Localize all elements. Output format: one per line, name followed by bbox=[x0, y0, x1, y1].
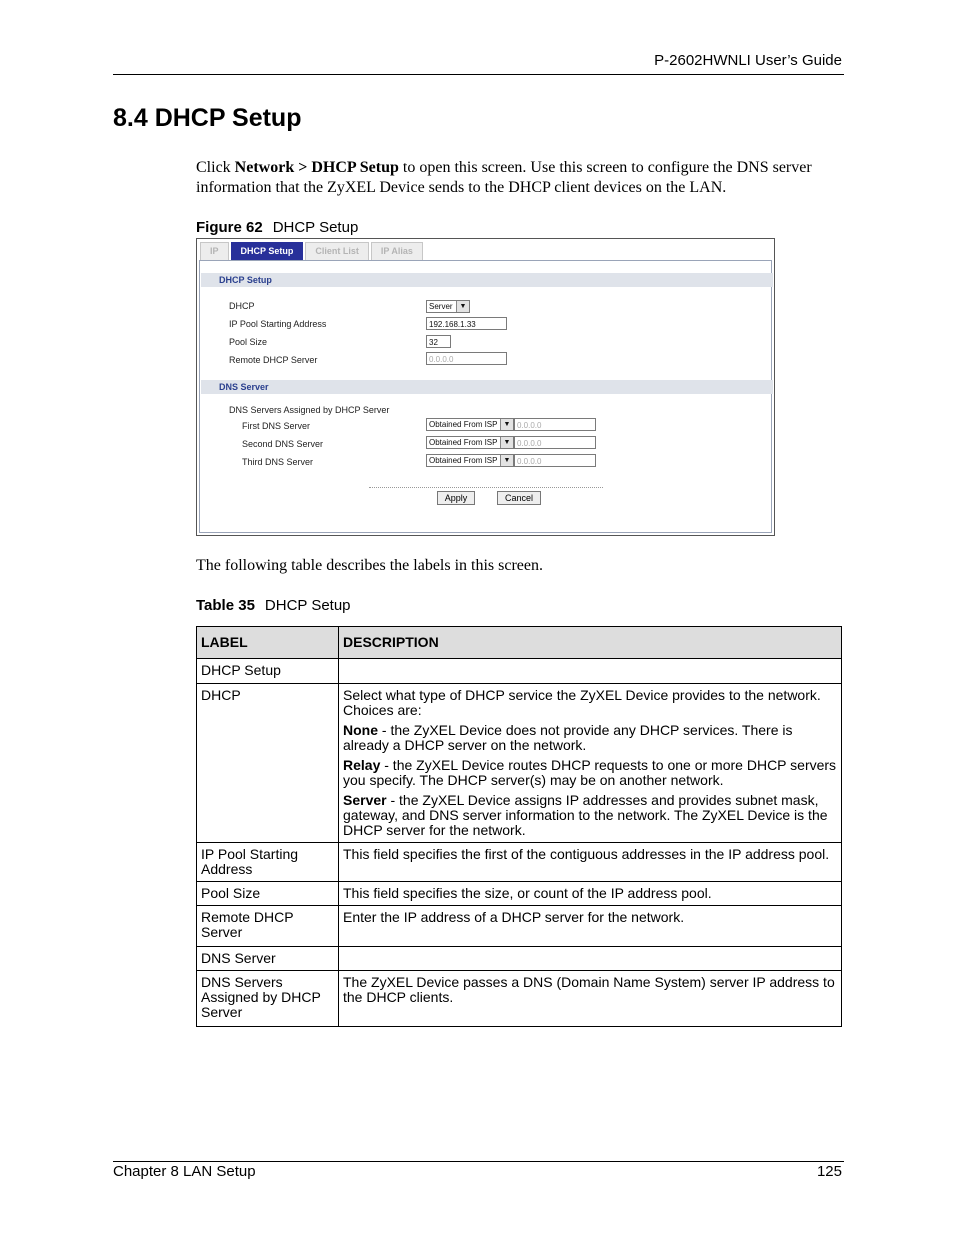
table-header-row bbox=[197, 627, 842, 659]
form-panel bbox=[199, 260, 772, 533]
term-none: None bbox=[343, 722, 378, 738]
section-title: 8.4 DHCP Setup bbox=[113, 104, 302, 132]
remote-dhcp-label: Remote DHCP Server bbox=[229, 355, 318, 365]
row-description: Enter the IP address of a DHCP server for the network. bbox=[339, 906, 842, 947]
description-table bbox=[196, 626, 842, 1027]
dhcp-section-bar: DHCP Setup bbox=[201, 273, 773, 287]
row-description bbox=[339, 659, 842, 684]
intro-paragraph bbox=[196, 158, 836, 198]
desc-paragraph bbox=[343, 723, 837, 753]
figure-caption bbox=[196, 219, 358, 236]
tab-client-list[interactable]: Client List bbox=[305, 242, 369, 261]
row-label: DNS Server bbox=[197, 947, 339, 971]
tab-bar bbox=[200, 242, 425, 260]
intro-text-1: Click bbox=[196, 159, 235, 176]
term-relay: Relay bbox=[343, 757, 381, 773]
header-rule bbox=[113, 74, 844, 75]
term-server-text: - the ZyXEL Device assigns IP addresses and provides subnet mask, gateway, and DNS server information to the network. The ZyXEL Device is the DHCP server for the network. bbox=[343, 792, 828, 838]
tab-ip-alias[interactable]: IP Alias bbox=[371, 242, 423, 261]
third-dns-mode-value: Obtained From ISP bbox=[429, 456, 498, 465]
table-row bbox=[197, 971, 842, 1027]
dhcp-label: DHCP bbox=[229, 301, 255, 311]
row-description bbox=[339, 947, 842, 971]
dhcp-select[interactable] bbox=[426, 300, 470, 313]
row-label: IP Pool Starting Address bbox=[197, 843, 339, 882]
row-description: This field specifies the size, or count of the IP address pool. bbox=[339, 882, 842, 906]
pool-start-label: IP Pool Starting Address bbox=[229, 319, 327, 329]
third-dns-mode-select[interactable] bbox=[426, 454, 514, 467]
intro-text-2: to open this screen. Use this screen to configure the DNS server information that the ZyXEL Device sends to the DHCP client devices on the LAN. bbox=[196, 159, 812, 196]
remote-dhcp-input[interactable]: 0.0.0.0 bbox=[426, 352, 507, 365]
row-label: Pool Size bbox=[197, 882, 339, 906]
chevron-down-icon: ▼ bbox=[500, 437, 513, 448]
table-row bbox=[197, 906, 842, 947]
pool-start-input[interactable]: 192.168.1.33 bbox=[426, 317, 507, 330]
term-server: Server bbox=[343, 792, 387, 808]
chevron-down-icon: ▼ bbox=[456, 301, 469, 312]
dns-assigned-label: DNS Servers Assigned by DHCP Server bbox=[229, 405, 390, 415]
third-dns-label: Third DNS Server bbox=[242, 457, 314, 467]
second-dns-mode-value: Obtained From ISP bbox=[429, 438, 498, 447]
second-dns-label: Second DNS Server bbox=[242, 439, 324, 449]
dns-section-bar: DNS Server bbox=[201, 380, 773, 394]
intro-menu-path: Network > DHCP Setup bbox=[234, 159, 399, 176]
header-label: LABEL bbox=[197, 627, 339, 659]
table-row bbox=[197, 684, 842, 843]
figure-label: Figure 62 bbox=[196, 219, 263, 236]
footer-rule bbox=[113, 1161, 844, 1162]
footer-chapter: Chapter 8 LAN Setup bbox=[113, 1163, 256, 1180]
table-intro-paragraph: The following table describes the labels in this screen. bbox=[196, 557, 544, 574]
chevron-down-icon: ▼ bbox=[500, 419, 513, 430]
second-dns-ip-input[interactable]: 0.0.0.0 bbox=[514, 436, 596, 449]
first-dns-ip-input[interactable]: 0.0.0.0 bbox=[514, 418, 596, 431]
desc-paragraph bbox=[343, 793, 837, 838]
table-row bbox=[197, 843, 842, 882]
tab-ip[interactable]: IP bbox=[200, 242, 229, 261]
pool-size-input[interactable]: 32 bbox=[426, 335, 451, 348]
desc-paragraph: Select what type of DHCP service the ZyXEL Device provides to the network. Choices are: bbox=[343, 687, 821, 718]
table-label: Table 35 bbox=[196, 597, 255, 614]
second-dns-mode-select[interactable] bbox=[426, 436, 514, 449]
chevron-down-icon: ▼ bbox=[500, 455, 513, 466]
table-row bbox=[197, 947, 842, 971]
table-row bbox=[197, 882, 842, 906]
row-label: DHCP bbox=[197, 684, 339, 843]
apply-button[interactable]: Apply bbox=[437, 491, 475, 505]
first-dns-label: First DNS Server bbox=[242, 421, 311, 431]
table-title: DHCP Setup bbox=[264, 597, 351, 614]
desc-paragraph bbox=[343, 758, 837, 788]
dhcp-select-value: Server bbox=[429, 302, 453, 311]
row-description: This field specifies the first of the contiguous addresses in the IP address pool. bbox=[339, 843, 842, 882]
running-header: P-2602HWNLI User’s Guide bbox=[654, 52, 842, 69]
dhcp-setup-screenshot bbox=[196, 238, 775, 536]
pool-size-label: Pool Size bbox=[229, 337, 268, 347]
row-label: Remote DHCP Server bbox=[197, 906, 339, 947]
header-description: DESCRIPTION bbox=[339, 627, 842, 659]
row-label: DNS Servers Assigned by DHCP Server bbox=[197, 971, 339, 1027]
first-dns-mode-value: Obtained From ISP bbox=[429, 420, 498, 429]
row-description bbox=[339, 684, 842, 843]
term-relay-text: - the ZyXEL Device routes DHCP requests to one or more DHCP servers you specify. The DHCP server(s) may be on another network. bbox=[343, 757, 837, 788]
row-label: DHCP Setup bbox=[197, 659, 339, 684]
table-row bbox=[197, 659, 842, 684]
third-dns-ip-input[interactable]: 0.0.0.0 bbox=[514, 454, 596, 467]
cancel-button[interactable]: Cancel bbox=[497, 491, 541, 505]
first-dns-mode-select[interactable] bbox=[426, 418, 514, 431]
figure-title: DHCP Setup bbox=[272, 219, 359, 236]
tab-dhcp-setup[interactable]: DHCP Setup bbox=[231, 242, 304, 261]
table-caption bbox=[196, 597, 351, 614]
row-description: The ZyXEL Device passes a DNS (Domain Name System) server IP address to the DHCP clients. bbox=[339, 971, 842, 1027]
dotted-divider bbox=[369, 487, 603, 488]
footer-page-number: 125 bbox=[816, 1163, 842, 1180]
term-none-text: - the ZyXEL Device does not provide any DHCP services. There is already a DHCP server on the network. bbox=[343, 722, 793, 753]
